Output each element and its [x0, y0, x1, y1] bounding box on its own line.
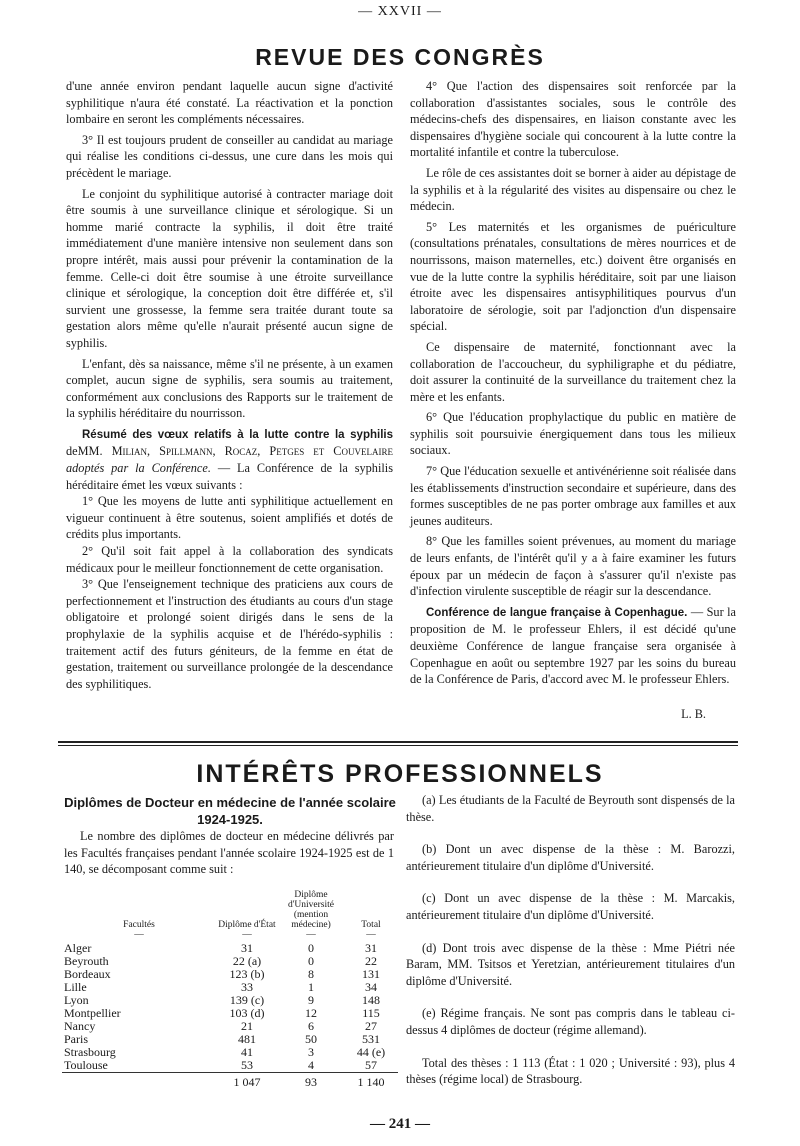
- note: (a) Les étudiants de la Faculté de Beyrouth sont dispensés de la thèse.: [406, 793, 735, 824]
- cell-blank: [62, 1073, 216, 1090]
- cell-universite: 1: [308, 980, 314, 994]
- cell-total: 148: [362, 993, 380, 1007]
- table-body: [62, 942, 398, 1089]
- cell-total: 34: [365, 980, 377, 994]
- paragraph: Ce dispensaire de maternité, fonctionnant avec la collaboration de l'accoucheur, du syphiligraphe et du pédiatre, doit assurer la continuité de la surveillance du traitement chez la mère et les enfants.: [410, 339, 736, 404]
- resume-authors-prefix: de: [66, 444, 78, 459]
- table-row: [62, 968, 398, 981]
- paragraph: d'une année environ pendant laquelle aucun signe d'activité syphilitique n'aura été constaté. La réactivation et la ponction lombaire en seront les compléments nécessaires.: [66, 79, 393, 127]
- paragraph: L'enfant, dès sa naissance, même s'il ne présente, à un examen complet, aucun signe de syphilis, sera soumis au traitement, conformément aux conclusions des Rapports sur le traitement de la syphilis héréditaire du nourrisson.: [66, 356, 393, 421]
- th-universite: Diplôme d'Université (mention médecine) —: [287, 890, 335, 940]
- cell-universite: 0: [308, 954, 314, 968]
- table-header-row: [62, 890, 398, 942]
- cell-faculty: Lyon: [64, 993, 89, 1007]
- cell-faculty: Bordeaux: [64, 967, 111, 981]
- table-row: [62, 1059, 398, 1073]
- cell-universite: 4: [278, 1059, 344, 1073]
- cell-etat: 21: [241, 1019, 253, 1033]
- paragraph: 1° Que les moyens de lutte anti syphilitique actuellement en vigueur continuent à être soutenus, soient amplifiés et dotés de crédits plus importants.: [66, 494, 393, 542]
- conference-heading: Conférence de langue française à Copenhague.: [426, 606, 688, 619]
- cell-faculty: Beyrouth: [64, 954, 109, 968]
- cell-total: 115: [362, 1006, 380, 1020]
- note: (e) Régime français. Ne sont pas compris dans le tableau ci-dessus 4 diplômes de docteur (régime allemand).: [406, 1006, 735, 1037]
- cell-total: 531: [362, 1032, 380, 1046]
- paragraph: 3° Il est toujours prudent de conseiller au candidat au mariage qui réalise les conditions ci-dessus, une cure dans les mois qui précèdent le mariage.: [66, 132, 393, 180]
- cell-faculty: Lille: [64, 980, 87, 994]
- cell-faculty: Toulouse: [62, 1059, 216, 1073]
- note: (b) Dont un avec dispense de la thèse : M. Barozzi, antérieurement titulaire d'un diplôme d'Université.: [406, 842, 735, 873]
- cell-etat: 123 (b): [229, 967, 265, 981]
- cell-grand-total: 1 140: [357, 1075, 385, 1089]
- cell-etat: 41: [241, 1045, 253, 1059]
- cell-total: 22: [365, 954, 377, 968]
- note: (c) Dont un avec dispense de la thèse : M. Marcakis, antérieurement titulaire d'un diplôme d'Université.: [406, 891, 735, 922]
- cell-universite: 3: [308, 1045, 314, 1059]
- paragraph: 5° Les maternités et les organismes de puériculture (consultations prénatales, consultations de mères nourrices et de nourrissons, maison maternelles, etc.) doivent être organisés en vue de la lutte contre la syphilis héréditaire, soit par une liaison étroite avec les dispensaires antisyphilitiques pourvus d'un laboratoire de sérologie, soit par l'adjonction d'un dispensaire spécial.: [410, 219, 736, 334]
- cell-universite: 6: [308, 1019, 314, 1033]
- note: (d) Dont trois avec dispense de la thèse : Mme Piétri née Baram, MM. Tsitsos et Yeretzian, antérieurement titulaires d'un diplôme d'Université.: [406, 940, 735, 988]
- cell-total: 57: [344, 1059, 398, 1073]
- paragraph: 3° Que l'enseignement technique des praticiens aux cours de perfectionnement et l'instruction des étudiants au cours d'un stage obligatoire et prolongé soient dirigés dans le sens de la prophylaxie de la syphilis acquise et de l'hérédo-syphilis : traitement actif des futurs géniteurs, de la femme en état de gestation, traitement ou surveillance prolongée de la descendance des syphilitiques.: [66, 577, 393, 691]
- section-title-revue: REVUE DES CONGRÈS: [255, 44, 545, 70]
- cell-universite: 8: [308, 967, 314, 981]
- cell-universite: 9: [308, 993, 314, 1007]
- cell-etat: 481: [238, 1032, 256, 1046]
- signature: L. B.: [681, 706, 706, 721]
- page-number-roman: — XXVII —: [358, 4, 442, 19]
- th-etat: Diplôme d'État —: [218, 920, 276, 940]
- resume-heading: Résumé des vœux relatifs à la lutte contre la syphilis: [82, 428, 393, 441]
- paragraph: Le rôle de ces assistantes doit se borner à aider au dépistage de la syphilis et à la régularité des visites au dispensaire ou chez le médecin.: [410, 165, 736, 214]
- resume-adopted: adoptés par la Conférence.: [66, 461, 211, 476]
- paragraph: 6° Que l'éducation prophylactique du public en matière de syphilis soit poursuivie énergiquement dans tous les milieux sociaux.: [410, 410, 736, 458]
- conference-text: — Sur la proposition de M. le professeur Ehlers, il est décidé qu'une deuxième Conférence de langue française sera organisée à Copenhague en août ou septembre 1927 par les soins du bureau de la Conférence de Paris, d'accord avec M. le professeur Ehlers.: [410, 604, 737, 687]
- divider-rule: [58, 745, 738, 746]
- right-column: [410, 78, 736, 722]
- cell-etat: 53: [216, 1059, 278, 1073]
- paragraph: 4° Que l'action des dispensaires soit renforcée par la collaboration d'assistantes sociales, sous le contrôle des médecins-chefs des dispensaires, en liaison constante avec les dispensaires d'hygiène sociale qui concourent à la lutte contre la mortalité infantile et contre la tuberculose.: [410, 79, 736, 160]
- diplomes-intro: [64, 828, 394, 878]
- paragraph: 8° Que les familles soient prévenues, au moment du mariage de leurs enfants, de l'intérêt qu'il y a à faire examiner les futurs époux par un médecin de façon à s'assurer qu'il n'existe pas d'infection virulente susceptible de réagir sur la descendance.: [410, 534, 736, 599]
- cell-faculty: Nancy: [64, 1019, 96, 1033]
- paragraph: 2° Qu'il soit fait appel à la collaboration des syndicats médicaux pour le meilleur fonctionnement de cette organisation.: [66, 544, 393, 575]
- cell-total-universite: 93: [305, 1075, 317, 1089]
- faculties-table: [62, 890, 398, 1089]
- cell-total: 27: [365, 1019, 377, 1033]
- cell-total-etat: 1 047: [233, 1075, 261, 1089]
- left-column: [66, 78, 393, 692]
- cell-total: 131: [362, 967, 380, 981]
- resume-paragraph: [66, 426, 393, 493]
- resume-authors: MM. Milian, Spillmann, Rocaz, Petges et Couvelaire: [77, 444, 393, 459]
- section-title-interets: INTÉRÊTS PROFESSIONNELS: [196, 760, 604, 788]
- conference-paragraph: [410, 604, 736, 688]
- resume-rest: — La Conférence de la syphilis héréditaire émet les vœux suivants :: [66, 461, 393, 492]
- cell-faculty: Strasbourg: [64, 1045, 116, 1059]
- cell-faculty: Alger: [64, 941, 92, 955]
- table-row: [62, 1020, 398, 1033]
- table-row: [62, 1046, 398, 1059]
- table-row: [62, 942, 398, 955]
- notes-column: [406, 792, 735, 1104]
- cell-total: 44 (e): [356, 1045, 386, 1059]
- cell-total: 31: [365, 941, 377, 955]
- cell-etat: 103 (d): [229, 1006, 265, 1020]
- cell-etat: 31: [241, 941, 253, 955]
- paragraph: Le conjoint du syphilitique autorisé à contracter mariage doit être soumis à une surveillance clinique et sérologique. Si un homme marié contracte la syphilis, il doit être traité immédiatement d'une manière intensive non seulement dans son propre intérêt, mais aussi pour prévenir la contamination de la femme. Celle-ci doit être soumise à une étroite surveillance clinique et sérologique, la conception doit être différée et, s'il survient une grossesse, la femme sera traitée durant toute sa gestation alors même qu'elle n'aurait présenté aucun signe de syphilis.: [66, 186, 393, 350]
- note: Total des thèses : 1 113 (État : 1 020 ; Université : 93), plus 4 thèses (régime local) de Strasbourg.: [406, 1055, 735, 1087]
- th-total: Total —: [361, 920, 381, 940]
- cell-faculty: Paris: [64, 1032, 88, 1046]
- table-row: [62, 1007, 398, 1020]
- table-totals-row: [62, 1073, 398, 1090]
- paragraph: Le nombre des diplômes de docteur en médecine délivrés par les Facultés françaises pendant l'année scolaire 1924-1925 est de 1 140, se décomposant comme suit :: [64, 829, 394, 877]
- cell-universite: 0: [308, 941, 314, 955]
- divider-rule: [58, 741, 738, 743]
- cell-universite: 12: [305, 1006, 317, 1020]
- cell-universite: 50: [305, 1032, 317, 1046]
- cell-etat: 33: [241, 980, 253, 994]
- cell-etat: 22 (a): [232, 954, 262, 968]
- cell-etat: 139 (c): [229, 993, 265, 1007]
- paragraph: 7° Que l'éducation sexuelle et antivénérienne soit réalisée dans les établissements d'instruction secondaire et supérieure, dans des formes susceptibles de ne pas porter ombrage aux familles et aux jeunes auditeurs.: [410, 464, 736, 528]
- diplomes-subtitle: Diplômes de Docteur en médecine de l'année scolaire 1924-1925.: [64, 795, 396, 827]
- footer-page-number: — 241 —: [370, 1116, 430, 1132]
- cell-faculty: Montpellier: [64, 1006, 121, 1020]
- th-faculty: Facultés —: [123, 920, 155, 940]
